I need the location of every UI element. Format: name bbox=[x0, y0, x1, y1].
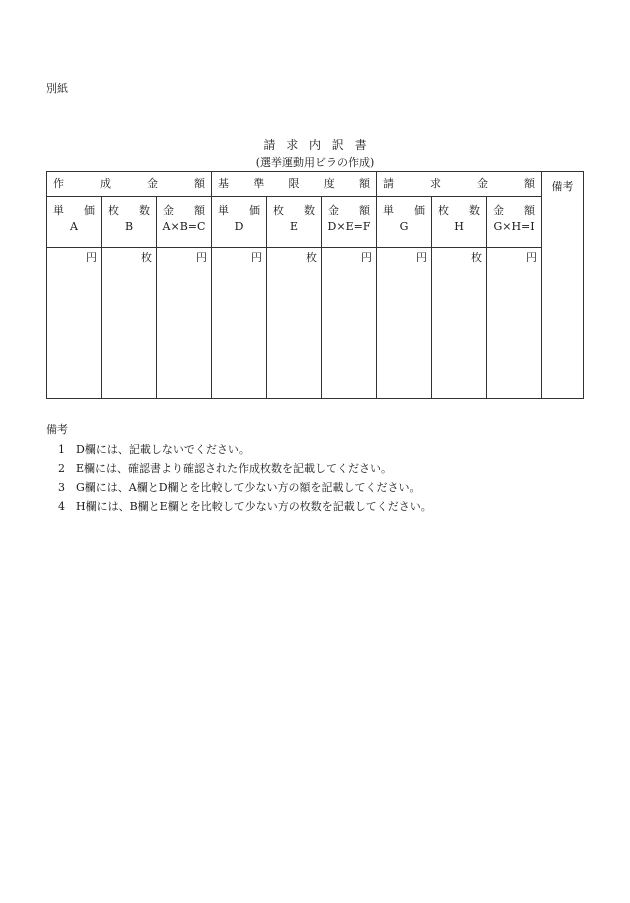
column-label: 枚 数 bbox=[108, 204, 150, 217]
unit-label: 円 bbox=[196, 251, 207, 264]
column-label: 金 額 bbox=[163, 204, 205, 217]
column-header-ghi bbox=[487, 197, 542, 248]
note-item bbox=[58, 497, 432, 516]
data-cell[interactable] bbox=[157, 248, 212, 399]
column-code: G×H=I bbox=[493, 220, 535, 233]
column-label: 金 額 bbox=[493, 204, 536, 217]
remarks-header: 備考 bbox=[551, 180, 574, 193]
column-code: B bbox=[124, 220, 134, 233]
document-subtitle: (選挙運動用ビラの作成) bbox=[255, 156, 375, 169]
column-label: 単 価 bbox=[53, 204, 95, 217]
column-code: E bbox=[289, 220, 299, 233]
note-item bbox=[58, 478, 432, 497]
column-header-a bbox=[47, 197, 102, 248]
data-cell[interactable] bbox=[487, 248, 542, 399]
column-label: 枚 数 bbox=[438, 204, 481, 217]
column-label: 単 価 bbox=[218, 204, 260, 217]
claim-breakdown-table bbox=[46, 171, 584, 399]
note-item bbox=[58, 440, 432, 459]
note-number: 3 bbox=[58, 481, 65, 494]
group-header-claim-amount bbox=[377, 172, 542, 197]
column-code: G bbox=[399, 220, 409, 233]
document-title: 請求内訳書 bbox=[263, 138, 378, 152]
group-header-production-amount bbox=[47, 172, 212, 197]
note-number: 2 bbox=[58, 462, 65, 475]
data-cell[interactable] bbox=[267, 248, 322, 399]
notes-heading: 備考 bbox=[46, 423, 68, 436]
note-text: D欄には、記載しないでください。 bbox=[76, 443, 250, 456]
remarks-column bbox=[542, 172, 584, 399]
sub-header-row bbox=[47, 197, 584, 248]
data-row bbox=[47, 248, 584, 399]
column-code: H bbox=[454, 220, 464, 233]
column-code: A×B=C bbox=[162, 220, 206, 233]
note-item bbox=[58, 459, 432, 478]
group-header-row bbox=[47, 172, 584, 197]
column-header-abc bbox=[157, 197, 212, 248]
data-cell[interactable] bbox=[322, 248, 377, 399]
note-text: E欄には、確認書より確認された作成枚数を記載してください。 bbox=[76, 462, 393, 475]
unit-label: 円 bbox=[86, 251, 97, 264]
unit-label: 枚 bbox=[141, 251, 152, 264]
group-label: 請 求 金 額 bbox=[383, 177, 536, 190]
column-label: 枚 数 bbox=[273, 204, 315, 217]
unit-label: 円 bbox=[361, 251, 373, 264]
unit-label: 円 bbox=[251, 251, 262, 264]
column-code: D bbox=[234, 220, 244, 233]
unit-label: 円 bbox=[526, 251, 538, 264]
column-header-def bbox=[322, 197, 377, 248]
note-number: 4 bbox=[58, 500, 65, 513]
column-code: D×E=F bbox=[327, 220, 371, 233]
note-text: G欄には、A欄とD欄とを比較して少ない方の額を記載してください。 bbox=[76, 481, 421, 494]
column-code: A bbox=[70, 220, 78, 233]
note-number: 1 bbox=[58, 443, 65, 456]
attachment-label: 別紙 bbox=[46, 82, 68, 95]
column-header-b bbox=[102, 197, 157, 248]
data-cell[interactable] bbox=[432, 248, 487, 399]
data-cell[interactable] bbox=[377, 248, 432, 399]
column-label: 単 価 bbox=[383, 204, 426, 217]
column-header-e bbox=[267, 197, 322, 248]
data-cell[interactable] bbox=[47, 248, 102, 399]
data-cell[interactable] bbox=[212, 248, 267, 399]
column-header-h bbox=[432, 197, 487, 248]
group-label: 作 成 金 額 bbox=[53, 177, 205, 190]
unit-label: 円 bbox=[416, 251, 428, 264]
column-label: 金 額 bbox=[328, 204, 371, 217]
notes-list bbox=[58, 440, 432, 516]
unit-label: 枚 bbox=[306, 251, 317, 264]
unit-label: 枚 bbox=[471, 251, 483, 264]
column-header-d bbox=[212, 197, 267, 248]
group-header-standard-limit bbox=[212, 172, 377, 197]
group-label: 基 準 限 度 額 bbox=[218, 177, 370, 190]
column-header-g bbox=[377, 197, 432, 248]
note-text: H欄には、B欄とE欄とを比較して少ない方の枚数を記載してください。 bbox=[76, 500, 432, 513]
data-cell[interactable] bbox=[102, 248, 157, 399]
